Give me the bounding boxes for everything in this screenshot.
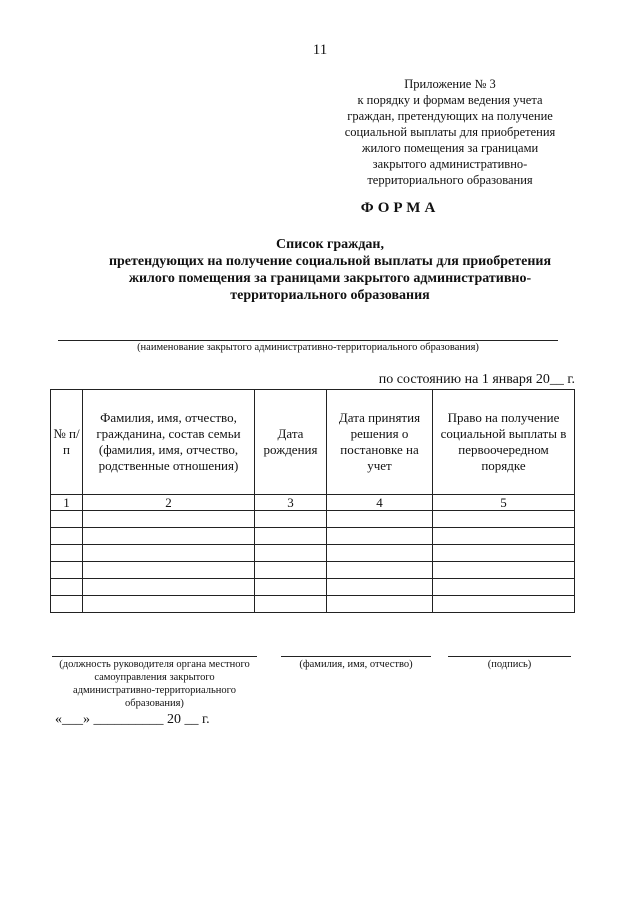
- territory-name-caption: (наименование закрытого административно-территориального образования): [137, 342, 479, 353]
- appendix-line: Приложение № 3: [404, 77, 496, 91]
- table-cell: [255, 596, 327, 613]
- table-cell: [51, 579, 83, 596]
- table-row: [51, 511, 575, 528]
- appendix-line: социальной выплаты для приобретения: [344, 125, 556, 139]
- title-line: Список граждан,: [276, 237, 384, 252]
- position-line: [52, 656, 257, 657]
- table-cell: [83, 579, 255, 596]
- header-number: № п/п: [51, 390, 83, 495]
- table-cell: [51, 562, 83, 579]
- appendix-line: территориального образования: [367, 173, 533, 187]
- table-cell: [83, 562, 255, 579]
- table-cell: [255, 545, 327, 562]
- table-cell: [51, 596, 83, 613]
- title-line: жилого помещения за границами закрытого административно-: [128, 271, 532, 286]
- title-line: территориального образования: [230, 288, 430, 303]
- table-cell: [433, 511, 575, 528]
- title-line: претендующих на получение социальной выплаты для приобретения: [108, 254, 552, 269]
- table-cell: [83, 511, 255, 528]
- full-name-line: [281, 656, 431, 657]
- table-cell: [433, 596, 575, 613]
- table-cell: [433, 545, 575, 562]
- table-cell: [327, 545, 433, 562]
- signature-line: [448, 656, 571, 657]
- column-number-row: [51, 495, 575, 511]
- appendix-line: к порядку и формам ведения учета: [357, 93, 543, 107]
- header-birth-date: Дата рождения: [255, 390, 327, 495]
- table-cell: [433, 579, 575, 596]
- appendix-line: жилого помещения за границами: [361, 141, 539, 155]
- empty-rows: [51, 511, 575, 613]
- table-cell: [327, 528, 433, 545]
- table-cell: [433, 528, 575, 545]
- table-row: [51, 528, 575, 545]
- full-name-caption: (фамилия, имя, отчество): [299, 659, 413, 670]
- column-number: 4: [327, 495, 433, 511]
- appendix-line: закрытого административно-: [372, 157, 528, 171]
- table-cell: [327, 511, 433, 528]
- header-decision-date: Дата принятия решения о постановке на учет: [327, 390, 433, 495]
- table-cell: [51, 511, 83, 528]
- table-cell: [51, 528, 83, 545]
- citizens-table: [50, 389, 575, 613]
- signing-date: «___» __________ 20 __ г.: [55, 712, 210, 727]
- table-cell: [83, 528, 255, 545]
- table-header-row: [51, 390, 575, 495]
- table-cell: [255, 528, 327, 545]
- signature-caption: (подпись): [487, 659, 532, 670]
- as-of-date: по состоянию на 1 января 20__ г.: [378, 372, 575, 387]
- territory-name-line: [58, 340, 558, 341]
- table-row: [51, 596, 575, 613]
- table-cell: [433, 562, 575, 579]
- table-cell: [327, 562, 433, 579]
- table-cell: [83, 545, 255, 562]
- column-number: 2: [83, 495, 255, 511]
- position-caption: (должность руководителя органа местного самоуправления закрытого административно-территориального образования): [59, 659, 250, 709]
- document-title: [40, 236, 620, 304]
- column-number: 1: [51, 495, 83, 511]
- table-cell: [327, 596, 433, 613]
- table-cell: [83, 596, 255, 613]
- table-cell: [255, 579, 327, 596]
- appendix-note: [330, 76, 570, 188]
- column-number: 3: [255, 495, 327, 511]
- page-number: 11: [312, 42, 328, 58]
- form-label: ФОРМА: [360, 200, 440, 216]
- table-row: [51, 562, 575, 579]
- table-cell: [255, 562, 327, 579]
- table-cell: [327, 579, 433, 596]
- appendix-line: граждан, претендующих на получение: [347, 109, 553, 123]
- header-priority-right: Право на получение социальной выплаты в первоочередном порядке: [433, 390, 575, 495]
- table-cell: [255, 511, 327, 528]
- header-full-name: Фамилия, имя, отчество, гражданина, состав семьи (фамилия, имя, отчество, родственные отношения): [83, 390, 255, 495]
- table-cell: [51, 545, 83, 562]
- column-number: 5: [433, 495, 575, 511]
- table-row: [51, 579, 575, 596]
- table-row: [51, 545, 575, 562]
